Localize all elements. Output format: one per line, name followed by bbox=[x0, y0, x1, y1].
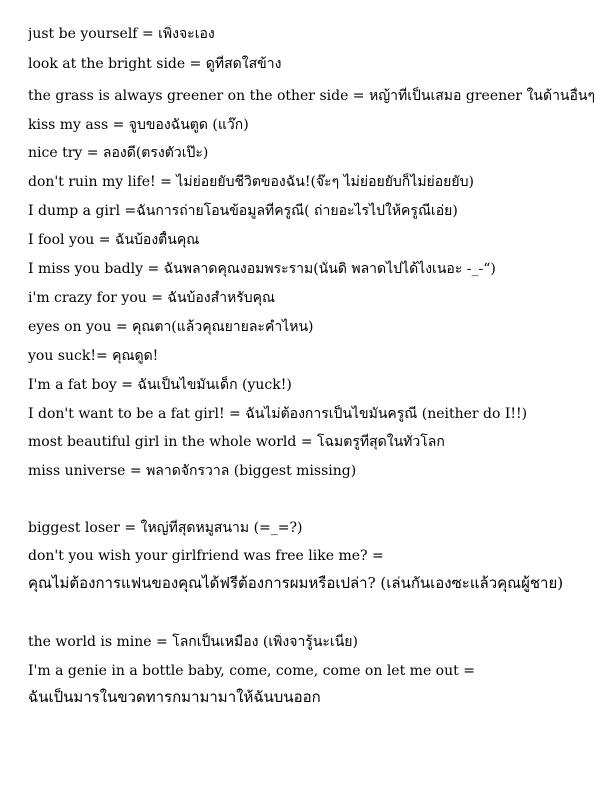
text-line: eyes on you = คุณตา(แล้วคุณยายละคำไหน) bbox=[28, 319, 314, 335]
text-line: just be yourself = เพิ่งจะเอง bbox=[28, 26, 215, 42]
text-line: most beautiful girl in the whole world = โฉมตรูที่สุดในทั่วโลก bbox=[28, 434, 445, 450]
text-line: the grass is always greener on the other side = หญ้าที่เป็นเสมอ greener ในด้านอื่นๆ bbox=[28, 88, 595, 104]
text-line: don't ruin my life! = ไม่ย่อยยับชีวิตของฉัน!(จ๊ะๆ ไม่ย่อยยับก็ไม่ย่อยยับ) bbox=[28, 174, 474, 190]
text-line: I don't want to be a fat girl! = ฉันไม่ต้องการเป็นไขมันครูณี (neither do I!!) bbox=[28, 406, 528, 422]
text-line: I'm a fat boy = ฉันเป็นไขมันเด็ก (yuck!) bbox=[28, 377, 292, 393]
text-line: I dump a girl =ฉันการถ่ายโอนข้อมูลที่ครูณี( ถ่ายอะไรไปให้ครูณีเอ่ย) bbox=[28, 203, 458, 219]
text-line: look at the bright side = ดูที่สดใสข้าง bbox=[28, 56, 282, 72]
text-line: I fool you = ฉันบ้องตื้นคุณ bbox=[28, 232, 200, 248]
text-line: คุณไม่ต้องการแฟนของคุณได้ฟรีต้องการผมหรือเปล่า? (เล่นกันเองซะแล้วคุณผู้ชาย) bbox=[28, 574, 564, 592]
text-line: miss universe = พลาดจักรวาล (biggest missing) bbox=[28, 463, 357, 479]
text-line: I miss you badly = ฉันพลาดคุณงอมพระราม(นั่นดิ พลาดไปได้ไงเนอะ -_-“) bbox=[28, 261, 496, 277]
text-line: don't you wish your girlfriend was free like me? = bbox=[28, 548, 384, 564]
text-line: i'm crazy for you = ฉันบ้องสำหรับคุณ bbox=[28, 290, 276, 306]
text-line: nice try = ลองดี(ตรงตัวเป๊ะ) bbox=[28, 145, 209, 161]
text-line: you suck!= คุณดูด! bbox=[28, 348, 159, 364]
text-line: ฉันเป็นมารในขวดทารกมามามาให้ฉันบนออก bbox=[28, 688, 321, 706]
text-line: I'm a genie in a bottle baby, come, come, come on let me out = bbox=[28, 663, 475, 679]
text-line: biggest loser = ใหญ่ที่สุดหมูสนาม (=_=?) bbox=[28, 520, 303, 536]
text-line: kiss my ass = จูบของฉันตูด (แว๊ก) bbox=[28, 117, 249, 133]
text-line: the world is mine = โลกเป็นเหมือง (เพิ่งจารู้นะเนี่ย) bbox=[28, 634, 358, 650]
